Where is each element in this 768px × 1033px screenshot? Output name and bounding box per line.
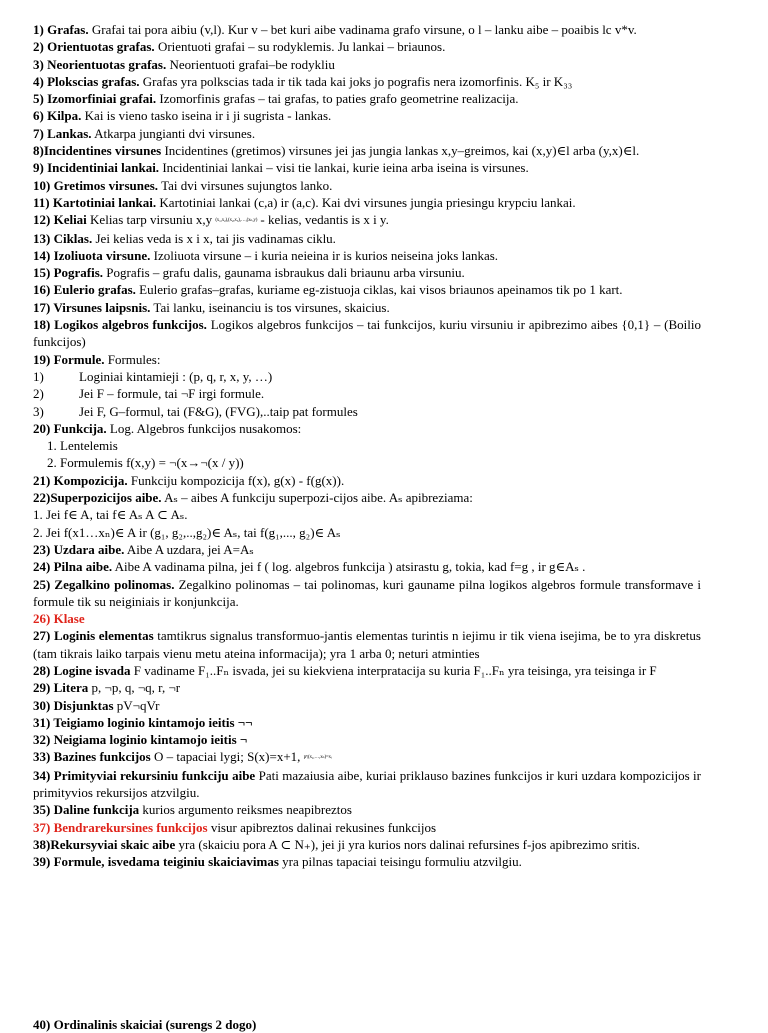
entry-ordinaliniai-skaiciai: 40) Ordinalinis skaiciai (surengs 2 dogo) <box>33 1017 257 1032</box>
entry-pilna-aibe: 24) Pilna aibe. Aibe A vadinama pilna, jei f ( log. algebros funkcija ) atsirastu g, tokia, kad f=g , ir g∈Aₛ . <box>33 559 586 575</box>
entry-logine-isvada: 28) Logine isvada F vadiname F₁..Fₙ isvada, jei su kiekviena interpratacija su kuria F₁..Fₙ yra teisinga, yra teisinga ir F <box>33 662 657 678</box>
entry-izoliuota-virsune: 14) Izoliuota virsune. Izoliuota virsune – i kuria neieina ir is kurios neiseina joks lankas. <box>33 247 499 263</box>
projection-formula: pⁿᵢ(x₁,…,xₙ)=xᵢ <box>303 755 332 761</box>
funkcija-item: 2. Formulemis f(x,y) = ¬(x→¬(x / y)) <box>47 455 244 471</box>
entry-lankas: 7) Lankas. Atkarpa jungianti dvi virsunes. <box>33 125 256 141</box>
entry-formule: 19) Formule. Formules: <box>33 351 161 367</box>
entry-teigiamo-ieitis: 31) Teigiamo loginio kintamojo ieitis ¬¬ <box>33 714 253 730</box>
entry-zegalkino-polinomas: 25) Zegalkino polinomas. Zegalkino polinomas – tai polinomas, kuri gauname pilna logikos algebros formule transformave i formule tik su neiginiais ir konjunkcija. <box>33 576 701 609</box>
entry-daline-funkcija: 35) Daline funkcija kurios argumento reiksmes neapibreztos <box>33 802 352 818</box>
entry-eulerio-grafas: 16) Eulerio grafas. Eulerio grafas–grafas, kuriame eg-zistuoja ciklas, kai visos briaunos apeinamos tik po 1 kart. <box>33 282 623 298</box>
entry-kompozicija: 21) Kompozicija. Funkciju kompozicija f(x), g(x) - f(g(x)). <box>33 472 345 488</box>
entry-plokscias-grafas: 4) Plokscias grafas. Grafas yra polkscias tada ir tik tada kai joks jo pografis nera izomorfinis. K₅ ir K₃₃ <box>33 73 573 89</box>
entry-keliai: 12) Keliai Kelias tarp virsuniu x,y $^{(x_1,x_2),(x_2,x_3),\dots,(x_n,y)}$ - kelias, vedantis is x i y. <box>33 212 389 228</box>
entry-logikos-algebros-funkcijos: 18) Logikos algebros funkcijos. Logikos algebros funkcijos – tai funkcijos, kuriu virsuniu ir apibrezimo aibes {0,1} – (Boilio funkcijos) <box>33 317 701 350</box>
entry-klase: 26) Klase <box>33 611 85 627</box>
entry-grafas: 1) Grafas. Grafai tai pora aibiu (v,l). Kur v – bet kuri aibe vadinama grafo virsune, o l – lanku aibe – poaibis lc v*v. <box>33 22 637 37</box>
entry-rekursyviai-skaic-aibe: 38)Rekursyviai skaic aibe yra (skaiciu pora A ⊂ N₊), jei ji yra kurios nors dalinai refursines f-jos apibrezimo sritis. <box>33 836 640 852</box>
entry-primityviai-rekursiniu: 34) Primityviai rekursiniu funkciju aibe Pati mazaiusia aibe, kuriai priklauso bazines funkcijos ir kuri uzdara kompozicijos ir primityvios rekursijos atzvilgiu. <box>33 767 701 801</box>
entry-loginis-elementas: 27) Loginis elementas tamtikrus signalus transformuo-jantis elementas turintis n iejimu ir tik viena isejima, be to yra diskretus (tam tikrais laiko tarpais vienu metu ateina informacija); yra 1 arba 0; neturi atminties <box>33 628 701 661</box>
superpozicija-line-2: 2. Jei f(x1…xₙ)∈ A ir (g₁, g₂,..,g₂)∈ Aₛ, tai f(g₁,..., g₂)∈ Aₛ <box>33 524 341 540</box>
entry-ciklas: 13) Ciklas. Jei kelias veda is x i x, tai jis vadinamas ciklu. <box>33 230 336 246</box>
entry-pografis: 15) Pografis. Pografis – grafu dalis, gaunama isbraukus dali briaunu arba virsuniu. <box>33 265 465 281</box>
entry-virsunes-laipsnis: 17) Virsunes laipsnis. Tai lanku, iseinanciu is tos virsunes, skaicius. <box>33 299 390 315</box>
entry-kilpa: 6) Kilpa. Kai is vieno tasko iseina ir i ji sugrista - lankas. <box>33 108 332 124</box>
funkcija-item: 1. Lentelemis <box>47 438 118 454</box>
entry-formule-isvedama: 39) Formule, isvedama teiginiu skaiciavimas yra pilnas tapaciai teisingu formuliu atzvilgiu. <box>33 854 522 870</box>
entry-orientuotas-grafas: 2) Orientuotas grafas. Orientuoti grafai – su rodyklemis. Ju lankai – briaunos. <box>33 39 446 55</box>
entry-incidentiniai-lankai: 9) Incidentiniai lankai. Incidentiniai lankai – visi tie lankai, kurie ieina arba iseina is virsunes. <box>33 160 529 176</box>
formule-item: 2) Jei F – formule, tai ¬F irgi formule. <box>33 386 265 402</box>
entry-bazines-funkcijos: 33) Bazines funkcijos O – tapaciai lygi; S(x)=x+1, $^{p^nᵢ(x_1,\dots,x_n)=xᵢ}$ <box>33 749 332 765</box>
entry-disjunktas: 30) Disjunktas pV¬qVr <box>33 697 160 713</box>
formule-item: 3) Jei F, G–formul, tai (F&G), (FVG),..taip pat formules <box>33 403 358 419</box>
path-formula: (x₁,x₂),(x₂,x₃),…,(xₙ,y) <box>215 218 258 224</box>
entry-litera: 29) Litera p, ¬p, q, ¬q, r, ¬r <box>33 680 181 696</box>
entry-neorientuotas-grafas: 3) Neorientuotas grafas. Neorientuoti grafai–be rodykliu <box>33 56 335 72</box>
entry-izomorfiniai-grafai: 5) Izomorfiniai grafai. Izomorfinis grafas – tai grafas, to paties grafo geometrine realizacija. <box>33 91 519 107</box>
entry-bendrarekursines-funkcijos: 37) Bendrarekursines funkcijos visur apibreztos dalinai rekusines funkcijos <box>33 819 437 835</box>
entry-uzdara-aibe: 23) Uzdara aibe. Aibe A uzdara, jei A=Aₛ <box>33 541 254 557</box>
formule-item: 1) Loginiai kintamieji : (p, q, r, x, y, …) <box>33 368 273 384</box>
entry-kartotiniai-lankai: 11) Kartotiniai lankai. Kartotiniai lankai (c,a) ir (a,c). Kai dvi virsunes jungia priesingu krypciu lankai. <box>33 194 576 210</box>
entry-neigiama-ieitis: 32) Neigiama loginio kintamojo ieitis ¬ <box>33 732 248 748</box>
definitions-list <box>33 21 701 871</box>
entry-funkcija: 20) Funkcija. Log. Algebros funkcijos nusakomos: <box>33 420 302 436</box>
superpozicija-line-1: 1. Jei f∈ A, tai f∈ Aₛ A ⊂ Aₛ. <box>33 507 188 523</box>
entry-superpozicijos-aibe: 22)Superpozicijos aibe. Aₛ – aibes A funkciju superpozi-cijos aibe. Aₛ apibreziama: <box>33 490 473 506</box>
entry-gretimos-virsunes: 10) Gretimos virsunes. Tai dvi virsunes sujungtos lanko. <box>33 177 333 193</box>
entry-incidentines-virsunes: 8)Incidentines virsunes Incidentines (gretimos) virsunes jei jas jungia lankas x,y–greimos, kai (x,y)∈l arba (y,x)∈l. <box>33 143 640 159</box>
